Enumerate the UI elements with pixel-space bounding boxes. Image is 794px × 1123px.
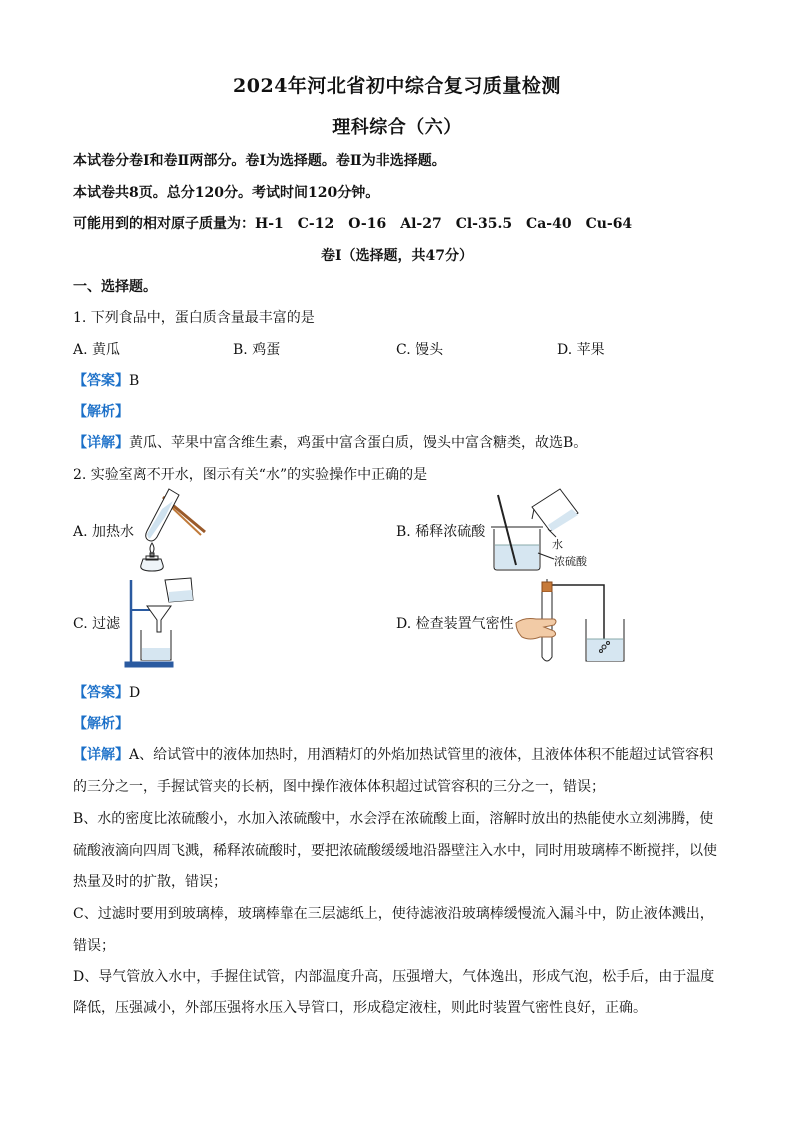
q1-stem: 1. 下列食品中，蛋白质含量最丰富的是 [73,310,315,326]
answer-value: D [129,685,141,701]
detail-label: 【详解】 [73,435,129,451]
detail-text: A、给试管中的液体加热时，用酒精灯的外焰加热试管里的液体，且液体体积不能超过试管容积 [129,747,714,763]
figure-airtightness [514,577,639,667]
q2-detail-line-8: D、导气管放入水中，手握住试管，内部温度升高，压强增大，气体逸出，形成气泡，松手后，由于温度 [73,969,715,985]
q2-detail-line-9: 降低，压强减小，外部压强将水压入导管口，形成稳定液柱，则此时装置气密性良好，正确。 [73,1000,647,1016]
answer-value: B [129,373,140,389]
q2-detail-line-5: 热量及时的扩散，错误； [73,874,227,890]
q2-stem: 2. 实验室离不开水，图示有关“水”的实验操作中正确的是 [73,467,428,483]
label-acid: 浓硫酸 [554,555,587,568]
page-title: 2024年河北省初中综合复习质量检测 [233,75,561,97]
q2-detail-line-6: C、过滤时要用到玻璃棒，玻璃棒靠在三层滤纸上，使待滤液沿玻璃棒缓慢流入漏斗中，防止液体溅出， [73,906,714,922]
info-line-2: 本试卷共8页。总分120分。考试时间120分钟。 [73,185,380,201]
answer-label: 【答案】 [73,685,129,701]
label-water: 水 [552,538,563,551]
section-header: 卷Ⅰ（选择题，共47分） [320,248,474,264]
q1-detail [73,432,587,452]
q1-analysis [73,401,129,421]
detail-text: 黄瓜、苹果中富含维生素，鸡蛋中富含蛋白质，馒头中富含糖类，故选B。 [129,435,588,451]
info-line-1: 本试卷分卷Ⅰ和卷Ⅱ两部分。卷Ⅰ为选择题。卷Ⅱ为非选择题。 [73,153,446,169]
part-title: 一、选择题。 [73,279,157,295]
q2-option-d: D. 检查装置气密性 [396,616,514,632]
q1-answer [73,370,139,390]
q1-option-b: B. 鸡蛋 [233,342,281,358]
q1-option-d: D. 苹果 [557,342,605,358]
q2-detail-line-1 [73,744,713,764]
q2-analysis [73,713,129,733]
q2-answer [73,682,140,702]
detail-label: 【详解】 [73,747,129,763]
figure-dilute-acid [488,487,598,573]
q2-option-a: A. 加热水 [73,524,135,540]
analysis-label: 【解析】 [73,716,129,732]
q2-detail-line-4: 硫酸液滴向四周飞溅，稀释浓硫酸时，要把浓硫酸缓缓地沿器壁注入水中，同时用玻璃棒不断搅拌，以使 [73,843,717,859]
answer-label: 【答案】 [73,373,129,389]
figure-heating-water [135,487,210,572]
q2-option-b: B. 稀释浓硫酸 [396,524,486,540]
info-line-3: 可能用到的相对原子质量为：H-1 C-12 O-16 Al-27 Cl-35.5 Ca-40 Cu-64 [73,216,633,232]
page-subtitle: 理科综合（六） [332,117,462,138]
q2-detail-line-2: 的三分之一，手握试管夹的长柄，图中操作液体体积超过试管容积的三分之一，错误； [73,779,605,795]
q2-detail-line-7: 错误； [73,938,115,954]
q2-option-c: C. 过滤 [73,616,121,632]
analysis-label: 【解析】 [73,404,129,420]
q2-detail-line-3: B、水的密度比浓硫酸小，水加入浓硫酸中，水会浮在浓硫酸上面，溶解时放出的热能使水立刻沸腾，使 [73,811,714,827]
q1-option-a: A. 黄瓜 [73,342,121,358]
q1-option-c: C. 馒头 [396,342,444,358]
figure-filtration [123,576,198,671]
